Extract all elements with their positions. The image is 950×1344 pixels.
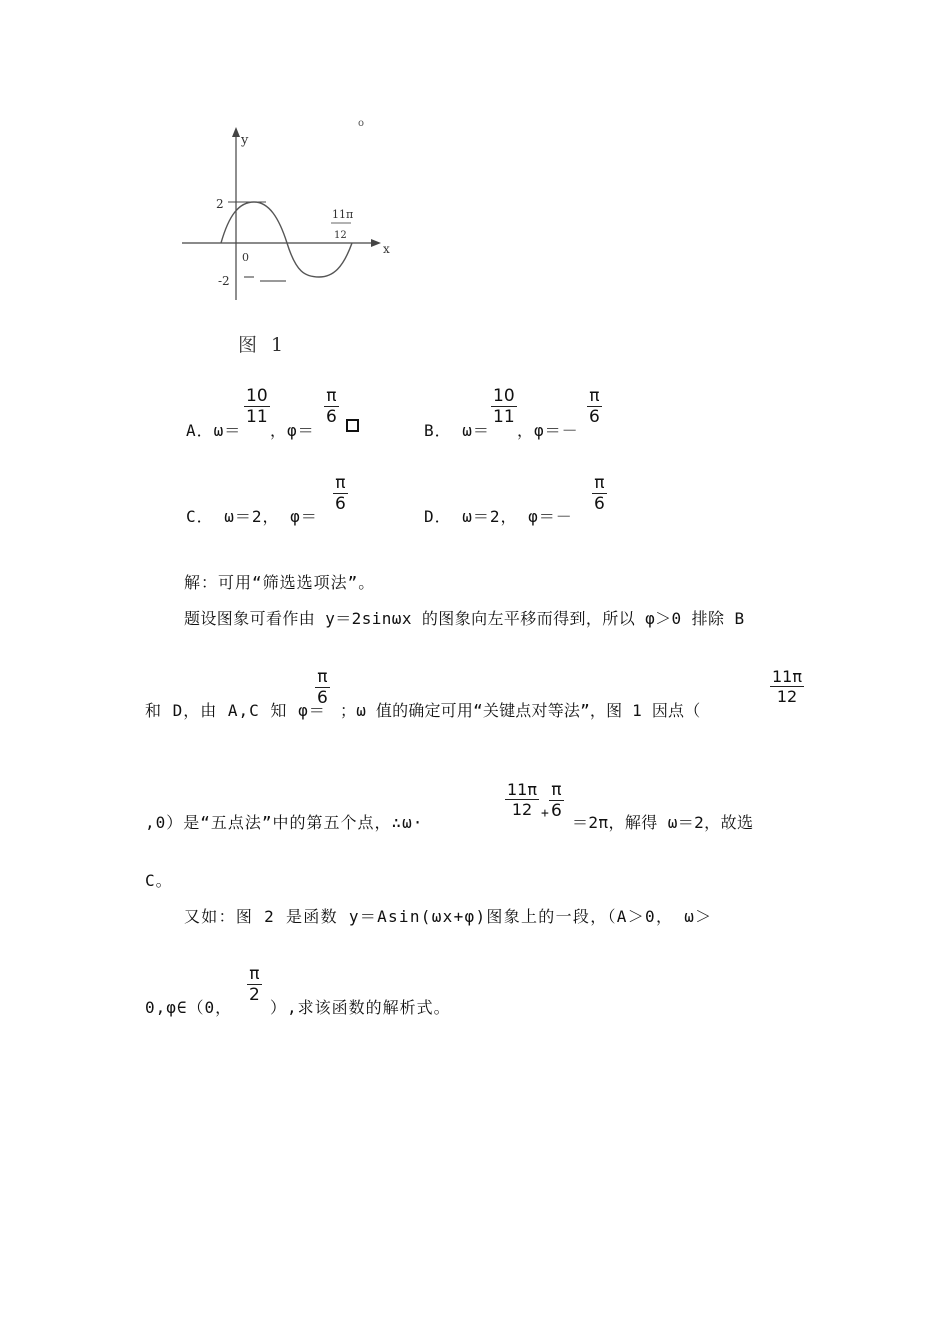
solution-line-1: 解：可用“筛选选项法”。 (184, 573, 376, 592)
option-a-mid: ，φ＝ (270, 421, 315, 440)
option-a-phi-num: π (326, 386, 337, 406)
solution-point-fraction (770, 667, 804, 706)
solution-line-5: C。 (145, 871, 173, 890)
solution-point-num: 11π (772, 667, 802, 686)
solution-line-7a: 0,φ∈（0， (145, 998, 233, 1017)
stray-mark: o (358, 118, 365, 129)
option-a-omega-den: 11 (246, 407, 268, 427)
solution-f1-num: 11π (507, 780, 537, 799)
option-a-phi-fraction (324, 386, 339, 427)
solution-line-3b: ；ω 值的确定可用“关键点对等法”，图 1 因点（ (340, 701, 701, 720)
solution-interval-num: π (249, 964, 260, 984)
solution-line-6: 又如：图 2 是函数 y＝Asin(ωx+φ)图象上的一段，（A＞0， ω＞ (184, 907, 713, 926)
option-b-phi-num: π (589, 386, 600, 406)
point-label-den: 12 (334, 230, 347, 241)
option-d-prefix: D． ω＝2， φ＝－ (424, 507, 573, 526)
option-a-prefix: A．ω＝ (186, 421, 242, 440)
x-axis-arrow-icon (371, 239, 381, 247)
option-b-mid: ，φ＝－ (517, 421, 579, 440)
solution-line-2: 题设图象可看作由 y＝2sinωx 的图象向左平移而得到，所以 φ＞0 排除 B (184, 609, 745, 628)
option-b-prefix: B． ω＝ (424, 421, 490, 440)
solution-interval-den: 2 (249, 985, 260, 1005)
solution-line-7b: ）,求该函数的解析式。 (270, 998, 451, 1017)
solution-f1-den: 12 (511, 800, 533, 819)
option-a-omega-num: 10 (246, 386, 268, 406)
sine-graph (170, 110, 410, 370)
solution-line-4b: ＝2π，解得 ω＝2，故选 (572, 813, 754, 832)
origin-label: 0 (242, 251, 249, 264)
option-a-omega-fraction (244, 386, 270, 427)
figure-1 (170, 110, 410, 370)
option-c-prefix: C． ω＝2， φ＝ (186, 507, 318, 526)
figure-caption: 图 1 (238, 334, 288, 356)
solution-phi-den: 6 (317, 688, 328, 708)
option-b-omega-den: 11 (493, 407, 515, 427)
y-axis-label: y (241, 133, 249, 148)
solution-f1-fraction (505, 780, 539, 819)
solution-interval-fraction (247, 964, 262, 1005)
solution-line-3a: 和 D，由 A,C 知 φ＝ (145, 701, 326, 720)
option-d-phi-num: π (594, 473, 605, 493)
tick-neg2-label: -2 (218, 274, 230, 288)
checkbox-icon (346, 419, 359, 432)
option-a-phi-den: 6 (326, 407, 337, 427)
solution-plus: + (541, 806, 549, 821)
solution-f2-den: 6 (551, 801, 562, 821)
option-c-phi-den: 6 (335, 494, 346, 514)
tick-2-label: 2 (216, 197, 224, 211)
solution-f2-fraction (549, 780, 564, 821)
option-b-omega-fraction (491, 386, 517, 427)
option-c-phi-num: π (335, 473, 346, 493)
option-c-phi-fraction (333, 473, 348, 514)
solution-line-4a: ,0）是“五点法”中的第五个点，∴ω· (145, 813, 424, 832)
solution-phi-num: π (317, 667, 328, 687)
option-b-omega-num: 10 (493, 386, 515, 406)
solution-point-den: 12 (776, 687, 798, 706)
option-b-phi-fraction (587, 386, 602, 427)
option-d-phi-den: 6 (594, 494, 605, 514)
solution-f2-num: π (551, 780, 562, 800)
solution-phi-fraction (315, 667, 330, 708)
option-d-phi-fraction (592, 473, 607, 514)
x-axis-label: x (383, 242, 390, 256)
y-axis-arrow-icon (232, 127, 240, 137)
option-b-phi-den: 6 (589, 407, 600, 427)
point-label-num: 11π (332, 208, 354, 221)
